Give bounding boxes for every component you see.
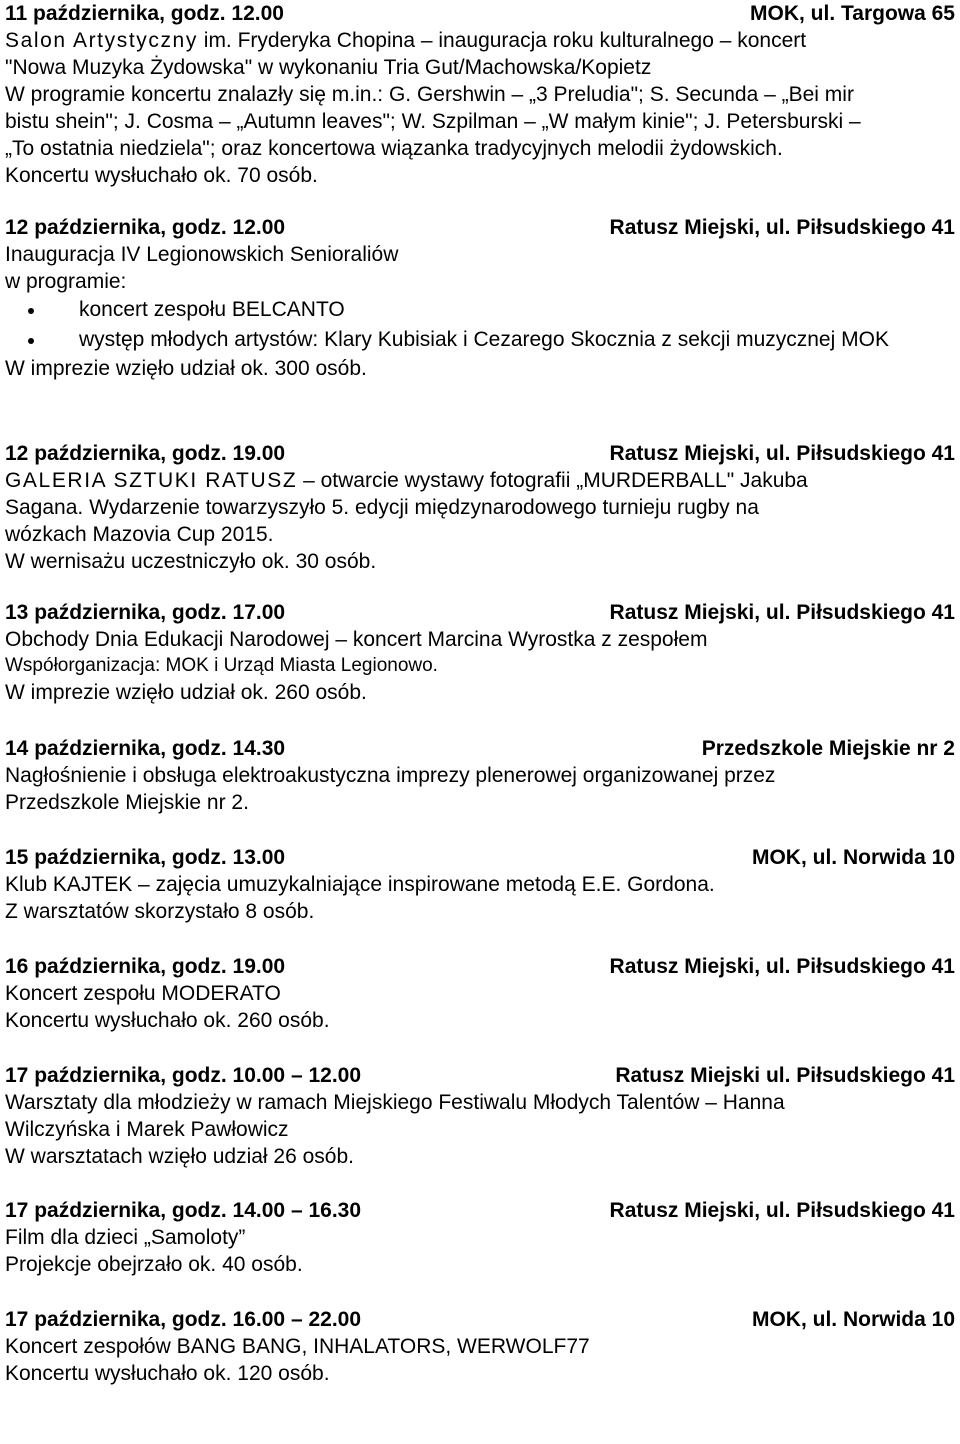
- event-location: Przedszkole Miejskie nr 2: [701, 737, 955, 760]
- event-line: Współorganizacja: MOK i Urząd Miasta Legionowo.: [5, 655, 438, 676]
- event-line: w programie:: [5, 270, 127, 293]
- event-header: [5, 736, 955, 762]
- event-line: wózkach Mazovia Cup 2015.: [5, 523, 274, 546]
- event-line: Koncertu wysłuchało ok. 70 osób.: [5, 164, 318, 187]
- event-location: MOK, ul. Targowa 65: [750, 2, 955, 25]
- event-location: Ratusz Miejski, ul. Piłsudskiego 41: [609, 601, 955, 624]
- event-location: Ratusz Miejski, ul. Piłsudskiego 41: [609, 955, 955, 978]
- event-entry: [5, 441, 955, 576]
- event-spaced-title: GALERIA SZTUKI RATUSZ: [5, 469, 298, 492]
- event-line: "Nowa Muzyka Żydowska" w wykonaniu Tria Gut/Machowska/Kopietz: [5, 56, 652, 79]
- event-header: [5, 845, 955, 871]
- event-location: MOK, ul. Norwida 10: [751, 846, 955, 869]
- list-item-text: występ młodych artystów: Klary Kubisiak i Cezarego Skocznia z sekcji muzycznej MOK: [79, 328, 889, 351]
- event-line: Film dla dzieci „Samoloty”: [5, 1226, 246, 1249]
- event-line: [5, 27, 955, 54]
- event-date: 13 października, godz. 17.00: [5, 601, 286, 624]
- event-date: 17 października, godz. 16.00 – 22.00: [5, 1308, 362, 1331]
- event-line-text: – otwarcie wystawy fotografii „MURDERBALL" Jakuba: [297, 469, 808, 492]
- event-entry: [5, 1307, 955, 1389]
- event-line: bistu shein"; J. Cosma – „Autumn leaves"; W. Szpilman – „W małym kinie"; J. Petersburski –: [5, 110, 861, 133]
- event-header: [5, 1307, 955, 1333]
- event-line: Inauguracja IV Legionowskich Senioraliów: [5, 243, 399, 266]
- event-line: [5, 467, 955, 494]
- event-line: W imprezie wzięło udział ok. 260 osób.: [5, 681, 367, 704]
- event-line: Nagłośnienie i obsługa elektroakustyczna imprezy plenerowej organizowanej przez: [5, 764, 776, 787]
- event-entry: [5, 1063, 955, 1171]
- event-entry: [5, 954, 955, 1036]
- event-date: 15 października, godz. 13.00: [5, 846, 286, 869]
- event-line: W wernisażu uczestniczyło ok. 30 osób.: [5, 550, 377, 573]
- event-location: Ratusz Miejski, ul. Piłsudskiego 41: [609, 442, 955, 465]
- bullet-icon: [28, 338, 34, 344]
- event-header: [5, 1, 955, 27]
- event-date: 12 października, godz. 12.00: [5, 216, 286, 239]
- event-header: [5, 1063, 955, 1089]
- event-line: Obchody Dnia Edukacji Narodowej – koncert Marcina Wyrostka z zespołem: [5, 628, 708, 651]
- event-entry: [5, 600, 955, 708]
- event-entry: [5, 736, 955, 818]
- event-location: Ratusz Miejski ul. Piłsudskiego 41: [615, 1064, 955, 1087]
- event-line-text: im. Fryderyka Chopina – inauguracja roku kulturalnego – koncert: [197, 29, 807, 52]
- event-location: Ratusz Miejski, ul. Piłsudskiego 41: [609, 1199, 955, 1222]
- event-header: [5, 1198, 955, 1224]
- event-line: Sagana. Wydarzenie towarzyszyło 5. edycji międzynarodowego turnieju rugby na: [5, 496, 759, 519]
- event-line: Koncert zespołów BANG BANG, INHALATORS, WERWOLF77: [5, 1335, 590, 1358]
- event-date: 14 października, godz. 14.30: [5, 737, 286, 760]
- event-header: [5, 441, 955, 467]
- event-line: W warsztatach wzięło udział 26 osób.: [5, 1145, 354, 1168]
- event-date: 17 października, godz. 10.00 – 12.00: [5, 1064, 362, 1087]
- event-spaced-title: Salon Artystyczny: [5, 29, 198, 52]
- event-line: Wilczyńska i Marek Pawłowicz: [5, 1118, 289, 1141]
- event-date: 17 października, godz. 14.00 – 16.30: [5, 1199, 362, 1222]
- event-line: „To ostatnia niedziela"; oraz koncertowa wiązanka tradycyjnych melodii żydowskich.: [5, 137, 783, 160]
- event-date: 12 października, godz. 19.00: [5, 442, 286, 465]
- event-entry: [5, 215, 955, 421]
- event-line: W imprezie wzięło udział ok. 300 osób.: [5, 357, 367, 380]
- event-line: W programie koncertu znalazły się m.in.: G. Gershwin – „3 Preludia"; S. Secunda – „Bei mir: [5, 83, 854, 106]
- event-entry: [5, 1, 955, 197]
- event-line: Koncert zespołu MODERATO: [5, 982, 281, 1005]
- event-line: Projekcje obejrzało ok. 40 osób.: [5, 1253, 303, 1276]
- list-item: [5, 295, 955, 325]
- event-location: MOK, ul. Norwida 10: [751, 1308, 955, 1331]
- list-item-text: koncert zespołu BELCANTO: [79, 298, 345, 321]
- event-line: Warsztaty dla młodzieży w ramach Miejskiego Festiwalu Młodych Talentów – Hanna: [5, 1091, 785, 1114]
- document-page: [5, 0, 955, 1389]
- bullet-icon: [28, 308, 34, 314]
- event-location: Ratusz Miejski, ul. Piłsudskiego 41: [609, 216, 955, 239]
- event-header: [5, 600, 955, 626]
- event-line: Przedszkole Miejskie nr 2.: [5, 791, 249, 814]
- event-line: Klub KAJTEK – zajęcia umuzykalniające inspirowane metodą E.E. Gordona.: [5, 873, 715, 896]
- event-line: Koncertu wysłuchało ok. 260 osób.: [5, 1009, 330, 1032]
- event-header: [5, 954, 955, 980]
- program-list: [5, 295, 955, 355]
- event-entry: [5, 1198, 955, 1280]
- event-date: 11 października, godz. 12.00: [5, 2, 284, 25]
- event-header: [5, 215, 955, 241]
- event-line: Z warsztatów skorzystało 8 osób.: [5, 900, 315, 923]
- list-item: [5, 325, 939, 355]
- event-entry: [5, 845, 955, 927]
- event-date: 16 października, godz. 19.00: [5, 955, 286, 978]
- event-line: Koncertu wysłuchało ok. 120 osób.: [5, 1362, 330, 1385]
